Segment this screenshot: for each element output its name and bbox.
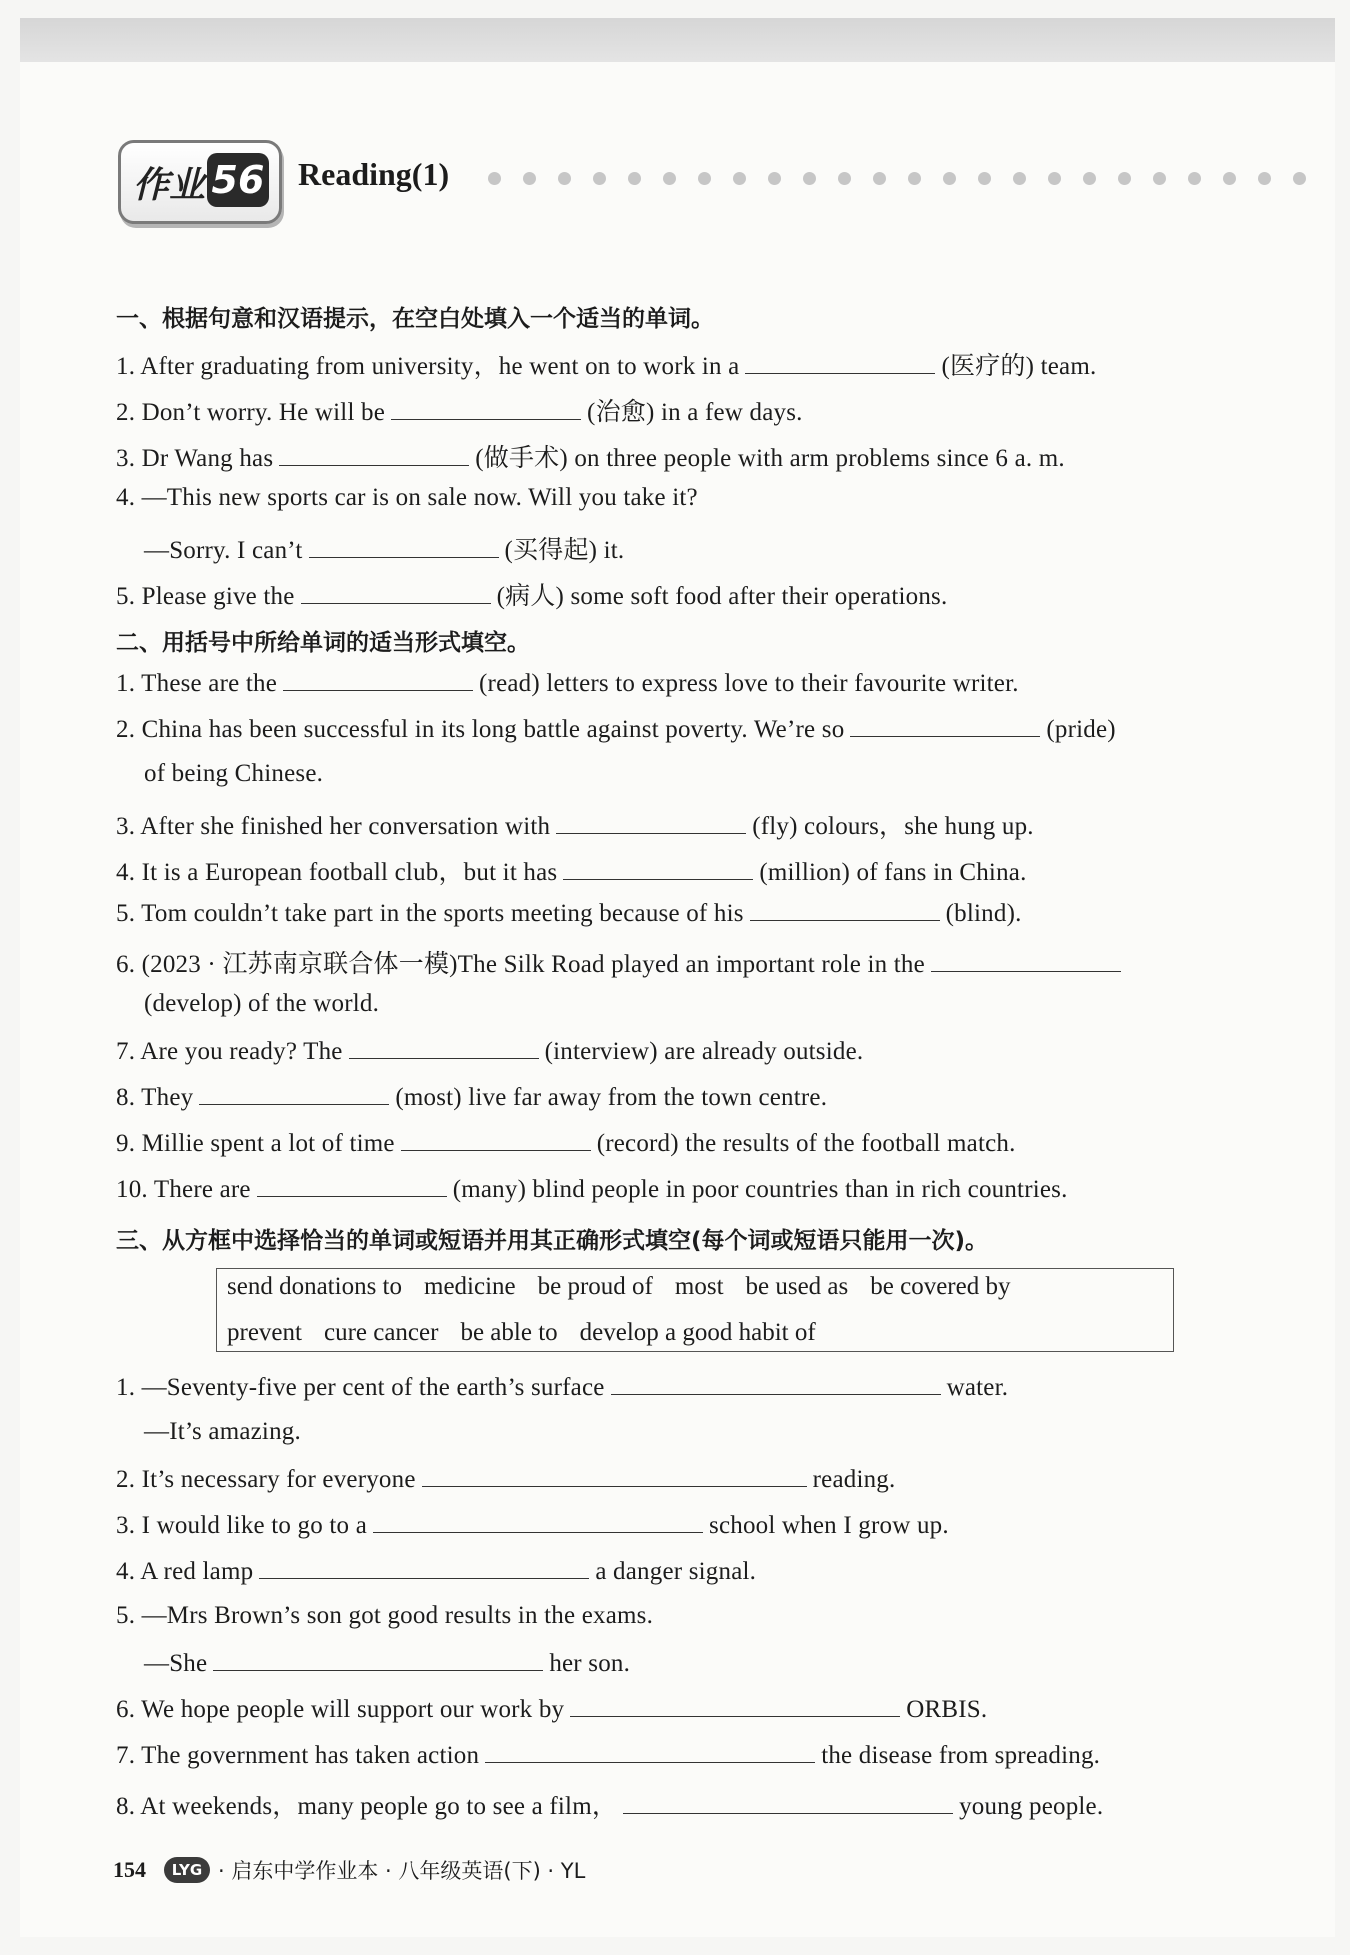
answer-blank[interactable] — [556, 811, 746, 834]
s2-item-9: 9. Millie spent a lot of time (record) the results of the football match. — [116, 1130, 1016, 1157]
s1-item-4: 4. —This new sports car is on sale now. Will you take it? — [116, 484, 698, 511]
s3-item-1: 1. —Seventy-five per cent of the earth’s surface water. — [116, 1374, 1009, 1401]
s2-item-5: 5. Tom couldn’t take part in the sports meeting because of his (blind). — [116, 900, 1022, 927]
answer-blank[interactable] — [485, 1740, 815, 1763]
answer-blank[interactable] — [391, 397, 581, 420]
s3-item-4: 4. A red lamp a danger signal. — [116, 1558, 757, 1585]
answer-blank[interactable] — [259, 1556, 589, 1579]
s2-item-8: 8. They (most) live far away from the town centre. — [116, 1084, 828, 1111]
s3-item-7: 7. The government has taken action the disease from spreading. — [116, 1742, 1101, 1769]
s2-item-6-cont: (develop) of the world. — [144, 990, 380, 1017]
word-option: develop a good habit of — [579, 1319, 816, 1346]
word-box-row-1 — [227, 1273, 1032, 1301]
s3-item-5: 5. —Mrs Brown’s son got good results in the exams. — [116, 1602, 654, 1629]
s2-item-2: 2. China has been successful in its long battle against poverty. We’re so (pride) — [116, 716, 1116, 743]
answer-blank[interactable] — [401, 1128, 591, 1151]
answer-blank[interactable] — [257, 1174, 447, 1197]
badge-number: 56 — [207, 153, 269, 207]
word-option: prevent — [227, 1319, 302, 1346]
section1-heading: 一、根据句意和汉语提示，在空白处填入一个适当的单词。 — [116, 306, 714, 332]
word-option: medicine — [424, 1273, 516, 1300]
answer-blank[interactable] — [623, 1791, 953, 1814]
assignment-badge — [118, 140, 282, 224]
s2-item-6: 6. (2023 · 江苏南京联合体一模)The Silk Road played an important role in the — [116, 944, 1127, 980]
word-option: be covered by — [870, 1273, 1011, 1300]
answer-blank[interactable] — [745, 351, 935, 374]
s3-item-5-reply: —She her son. — [144, 1650, 631, 1677]
page-title: Reading(1) — [298, 156, 450, 192]
answer-blank[interactable] — [301, 581, 491, 604]
badge-label: 作业 — [133, 165, 206, 206]
s2-item-1: 1. These are the (read) letters to express love to their favourite writer. — [116, 670, 1019, 697]
page-number: 154 — [113, 1857, 146, 1882]
word-box-row-2 — [227, 1319, 838, 1347]
footer-text: · 启东中学作业本 · 八年级英语(下) · YL — [218, 1859, 586, 1883]
answer-blank[interactable] — [570, 1694, 900, 1717]
word-option: most — [674, 1273, 724, 1300]
answer-blank[interactable] — [373, 1510, 703, 1533]
s2-item-2-cont: of being Chinese. — [144, 760, 324, 787]
answer-blank[interactable] — [850, 714, 1040, 737]
s3-item-6: 6. We hope people will support our work by ORBIS. — [116, 1696, 988, 1723]
s1-item-4-reply: —Sorry. I can’t (买得起) it. — [144, 537, 625, 564]
section3-heading: 三、从方框中选择恰当的单词或短语并用其正确形式填空(每个词或短语只能用一次)。 — [116, 1228, 989, 1254]
title-dots — [488, 168, 1338, 188]
answer-blank[interactable] — [279, 443, 469, 466]
s1-item-5: 5. Please give the (病人) some soft food after their operations. — [116, 583, 948, 610]
s2-item-3: 3. After she finished her conversation with (fly) colours，she hung up. — [116, 813, 1034, 840]
word-option: be used as — [745, 1273, 849, 1300]
page-footer — [113, 1855, 585, 1885]
s3-item-2: 2. It’s necessary for everyone reading. — [116, 1466, 896, 1493]
word-option: send donations to — [227, 1273, 402, 1300]
s1-item-3: 3. Dr Wang has (做手术) on three people with arm problems since 6 a. m. — [116, 445, 1065, 472]
word-option: be able to — [460, 1319, 558, 1346]
answer-blank[interactable] — [283, 668, 473, 691]
answer-blank[interactable] — [750, 898, 940, 921]
answer-blank[interactable] — [931, 949, 1121, 972]
word-option: be proud of — [537, 1273, 653, 1300]
section2-heading: 二、用括号中所给单词的适当形式填空。 — [116, 630, 530, 656]
s3-item-8: 8. At weekends，many people go to see a film， young people. — [116, 1793, 1104, 1820]
s2-item-10: 10. There are (many) blind people in poor countries than in rich countries. — [116, 1176, 1068, 1203]
answer-blank[interactable] — [422, 1464, 807, 1487]
word-box — [216, 1268, 1174, 1352]
answer-blank[interactable] — [563, 857, 753, 880]
answer-blank[interactable] — [611, 1372, 941, 1395]
s2-item-4: 4. It is a European football club，but it has (million) of fans in China. — [116, 859, 1027, 886]
answer-blank[interactable] — [199, 1082, 389, 1105]
word-option: cure cancer — [323, 1319, 439, 1346]
answer-blank[interactable] — [309, 535, 499, 558]
answer-blank[interactable] — [213, 1648, 543, 1671]
s1-item-1: 1. After graduating from university，he went on to work in a (医疗的) team. — [116, 353, 1097, 380]
s3-item-3: 3. I would like to go to a school when I grow up. — [116, 1512, 949, 1539]
s3-item-1-reply: —It’s amazing. — [144, 1418, 301, 1445]
scan-top-band — [20, 18, 1335, 62]
answer-blank[interactable] — [349, 1036, 539, 1059]
s1-item-2: 2. Don’t worry. He will be (治愈) in a few days. — [116, 399, 803, 426]
s2-item-7: 7. Are you ready? The (interview) are already outside. — [116, 1038, 864, 1065]
lyg-logo-icon: LYG — [164, 1857, 210, 1883]
